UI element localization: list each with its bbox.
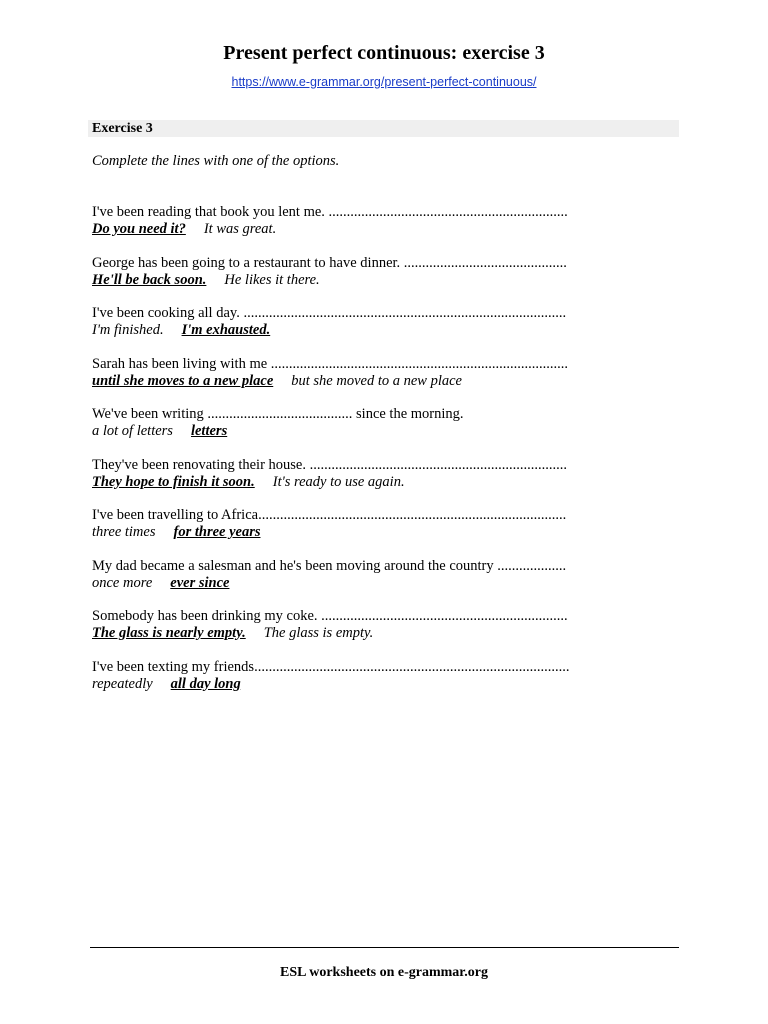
exercise-items — [92, 204, 652, 709]
footer-text: ESL worksheets on e-grammar.org — [280, 965, 488, 980]
option[interactable]: I'm finished. — [92, 322, 164, 338]
item-options — [92, 474, 652, 491]
exercise-instruction: Complete the lines with one of the options. — [92, 153, 340, 169]
exercise-item — [92, 457, 652, 508]
footer-divider — [90, 947, 679, 948]
item-options — [92, 575, 652, 592]
exercise-label: Exercise 3 — [92, 121, 153, 136]
source-link[interactable]: https://www.e-grammar.org/present-perfect-continuous/ — [231, 75, 537, 89]
option[interactable]: letters — [190, 423, 228, 439]
page-title: Present perfect continuous: exercise 3 — [223, 42, 545, 64]
exercise-item — [92, 255, 652, 306]
item-sentence: We've been writing ........................................ since the morning. — [92, 406, 464, 422]
option[interactable]: I'm exhausted. — [181, 322, 271, 338]
option[interactable]: all day long — [170, 675, 241, 692]
option[interactable]: They hope to finish it soon. — [92, 473, 255, 490]
item-options — [92, 524, 652, 541]
option[interactable]: ever since — [170, 574, 230, 591]
item-sentence: I've been cooking all day. ......................................................................................... — [92, 305, 567, 321]
option[interactable]: once more — [92, 574, 153, 591]
option[interactable]: three times — [92, 524, 156, 540]
item-sentence: Sarah has been living with me .................................................................................. — [92, 355, 569, 372]
option[interactable]: It's ready to use again. — [272, 473, 405, 490]
item-sentence: I've been travelling to Africa..................................................................................... — [92, 507, 567, 523]
exercise-item — [92, 507, 652, 558]
exercise-item — [92, 204, 652, 255]
option[interactable]: He likes it there. — [224, 271, 320, 288]
option[interactable]: a lot of letters — [92, 423, 173, 439]
item-sentence: Somebody has been drinking my coke. .................................................................... — [92, 608, 568, 624]
item-options — [92, 221, 652, 238]
exercise-item — [92, 406, 652, 457]
exercise-item — [92, 608, 652, 659]
option[interactable]: but she moved to a new place — [291, 372, 462, 389]
option[interactable]: The glass is nearly empty. — [92, 625, 246, 641]
exercise-item — [92, 659, 652, 710]
item-sentence: They've been renovating their house. ....................................................................... — [92, 456, 567, 473]
option[interactable]: Do you need it? — [92, 221, 186, 237]
option[interactable]: until she moves to a new place — [92, 372, 274, 389]
exercise-item — [92, 356, 652, 407]
option[interactable]: for three years — [173, 524, 261, 540]
item-sentence: I've been texting my friends....................................................................................... — [92, 658, 570, 675]
item-sentence: George has been going to a restaurant to have dinner. ............................................. — [92, 254, 567, 271]
option[interactable]: He'll be back soon. — [92, 271, 207, 288]
item-sentence: My dad became a salesman and he's been moving around the country ................... — [92, 557, 567, 574]
item-sentence: I've been reading that book you lent me. .................................................................. — [92, 204, 568, 220]
item-options — [92, 272, 652, 289]
item-options — [92, 373, 652, 390]
exercise-header-bar — [88, 120, 679, 137]
option[interactable]: The glass is empty. — [263, 625, 374, 641]
item-options — [92, 423, 652, 440]
option[interactable]: It was great. — [203, 221, 277, 237]
item-options — [92, 322, 652, 339]
exercise-item — [92, 305, 652, 356]
exercise-item — [92, 558, 652, 609]
item-options — [92, 676, 652, 693]
item-options — [92, 625, 652, 642]
option[interactable]: repeatedly — [92, 675, 153, 692]
